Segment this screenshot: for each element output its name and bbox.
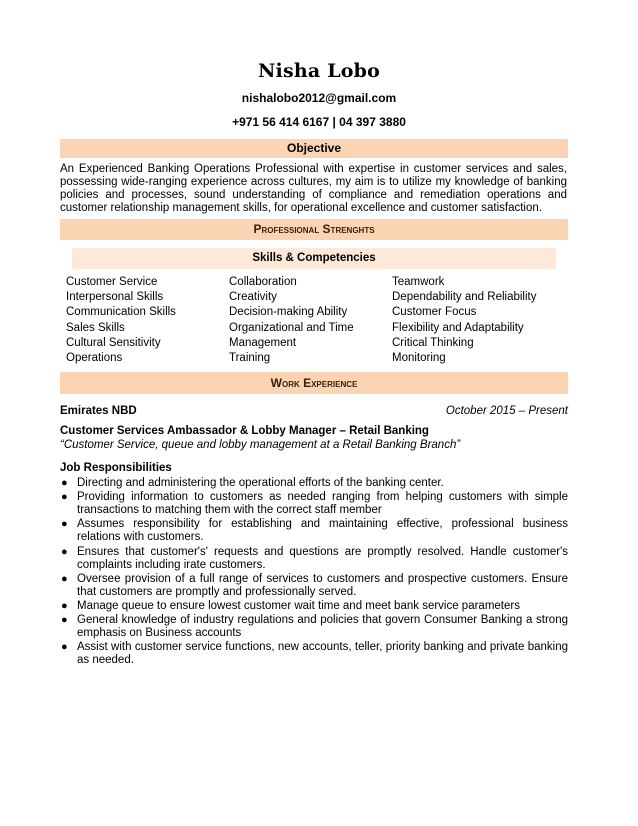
skill-item: Flexibility and Adaptability xyxy=(392,321,524,334)
responsibility-text: Assumes responsibility for establishing and maintaining effective, professional business relations with customers. xyxy=(77,518,568,544)
responsibility-text: Directing and administering the operational efforts of the banking center. xyxy=(77,477,444,489)
skill-item: Teamwork xyxy=(392,276,445,288)
bullet-icon: ● xyxy=(61,614,68,627)
skill-item: Operations xyxy=(66,352,123,365)
bullet-icon: ● xyxy=(61,599,68,612)
responsibility-text: Providing information to customers as needed ranging from helping customers with simple transactions to matching them with the correct staff member xyxy=(77,491,568,517)
list-item xyxy=(60,641,568,667)
skill-item: Collaboration xyxy=(229,276,297,288)
job-header xyxy=(60,405,568,421)
list-item xyxy=(60,600,568,613)
skill-item: Training xyxy=(229,352,271,365)
bullet-icon: ● xyxy=(61,572,68,585)
responsibilities-heading: Job Responsibilities xyxy=(60,462,172,474)
skill-item: Dependability and Reliability xyxy=(392,291,537,304)
objective-text: An Experienced Banking Operations Professional with expertise in customer services and sales, possessing wide-ranging experience across cultures, my aim is to utilize my knowledge of banking policies and processes, sound understanding of compliance and remediation operations and customer relationship management skills, for operational excellence and customer satisfaction. xyxy=(60,163,567,214)
bullet-icon: ● xyxy=(61,545,68,558)
objective-heading: Objective xyxy=(60,139,568,158)
skill-item: Customer Focus xyxy=(392,306,477,319)
responsibility-text: Assist with customer service functions, new accounts, teller, priority banking and private banking as needed. xyxy=(77,641,568,667)
responsibility-text: Oversee provision of a full range of services to customers and prospective customers. Ensure that customers are promptly and professionally served. xyxy=(77,572,568,598)
responsibilities-list xyxy=(60,477,568,669)
list-item xyxy=(60,491,568,517)
phone-numbers: +971 56 414 6167 | 04 397 3880 xyxy=(232,115,406,129)
list-item xyxy=(60,518,568,544)
skill-item: Management xyxy=(229,336,297,349)
skill-item: Organizational and Time xyxy=(229,321,354,334)
skill-item: Customer Service xyxy=(66,276,158,288)
bullet-icon: ● xyxy=(61,477,68,489)
skill-item: Monitoring xyxy=(392,352,446,365)
bullet-icon: ● xyxy=(61,491,68,504)
work-experience-heading: Work Experience xyxy=(60,372,568,394)
candidate-name: Nisha Lobo xyxy=(257,60,380,82)
bullet-icon: ● xyxy=(61,641,68,654)
email-address: nishalobo2012@gmail.com xyxy=(241,91,397,105)
professional-strengths-heading: Professional Strenghts xyxy=(60,219,568,240)
company-name: Emirates NBD xyxy=(60,405,137,417)
skill-item: Interpersonal Skills xyxy=(66,291,164,304)
employment-dates: October 2015 – Present xyxy=(445,405,568,417)
job-title: Customer Services Ambassador & Lobby Manager – Retail Banking xyxy=(60,425,429,437)
skill-item: Critical Thinking xyxy=(392,336,474,349)
bullet-icon: ● xyxy=(61,518,68,531)
skill-item: Cultural Sensitivity xyxy=(66,336,161,349)
skill-item: Creativity xyxy=(229,291,277,304)
job-summary-quote: “Customer Service, queue and lobby management at a Retail Banking Branch” xyxy=(60,439,461,451)
skill-item: Decision-making Ability xyxy=(229,306,348,319)
skills-grid xyxy=(66,275,566,366)
skill-item: Sales Skills xyxy=(66,321,125,334)
list-item xyxy=(60,546,568,572)
skills-competencies-heading: Skills & Competencies xyxy=(72,248,556,269)
responsibility-text: General knowledge of industry regulations and policies that govern Consumer Banking a strong emphasis on Business accounts xyxy=(77,614,568,640)
list-item xyxy=(60,614,568,640)
skill-item: Communication Skills xyxy=(66,306,176,319)
list-item xyxy=(60,477,568,490)
responsibility-text: Ensures that customer's' requests and questions are promptly resolved. Handle customer's complaints including irate customers. xyxy=(77,545,568,571)
list-item xyxy=(60,573,568,599)
responsibility-text: Manage queue to ensure lowest customer wait time and meet bank service parameters xyxy=(77,599,520,612)
